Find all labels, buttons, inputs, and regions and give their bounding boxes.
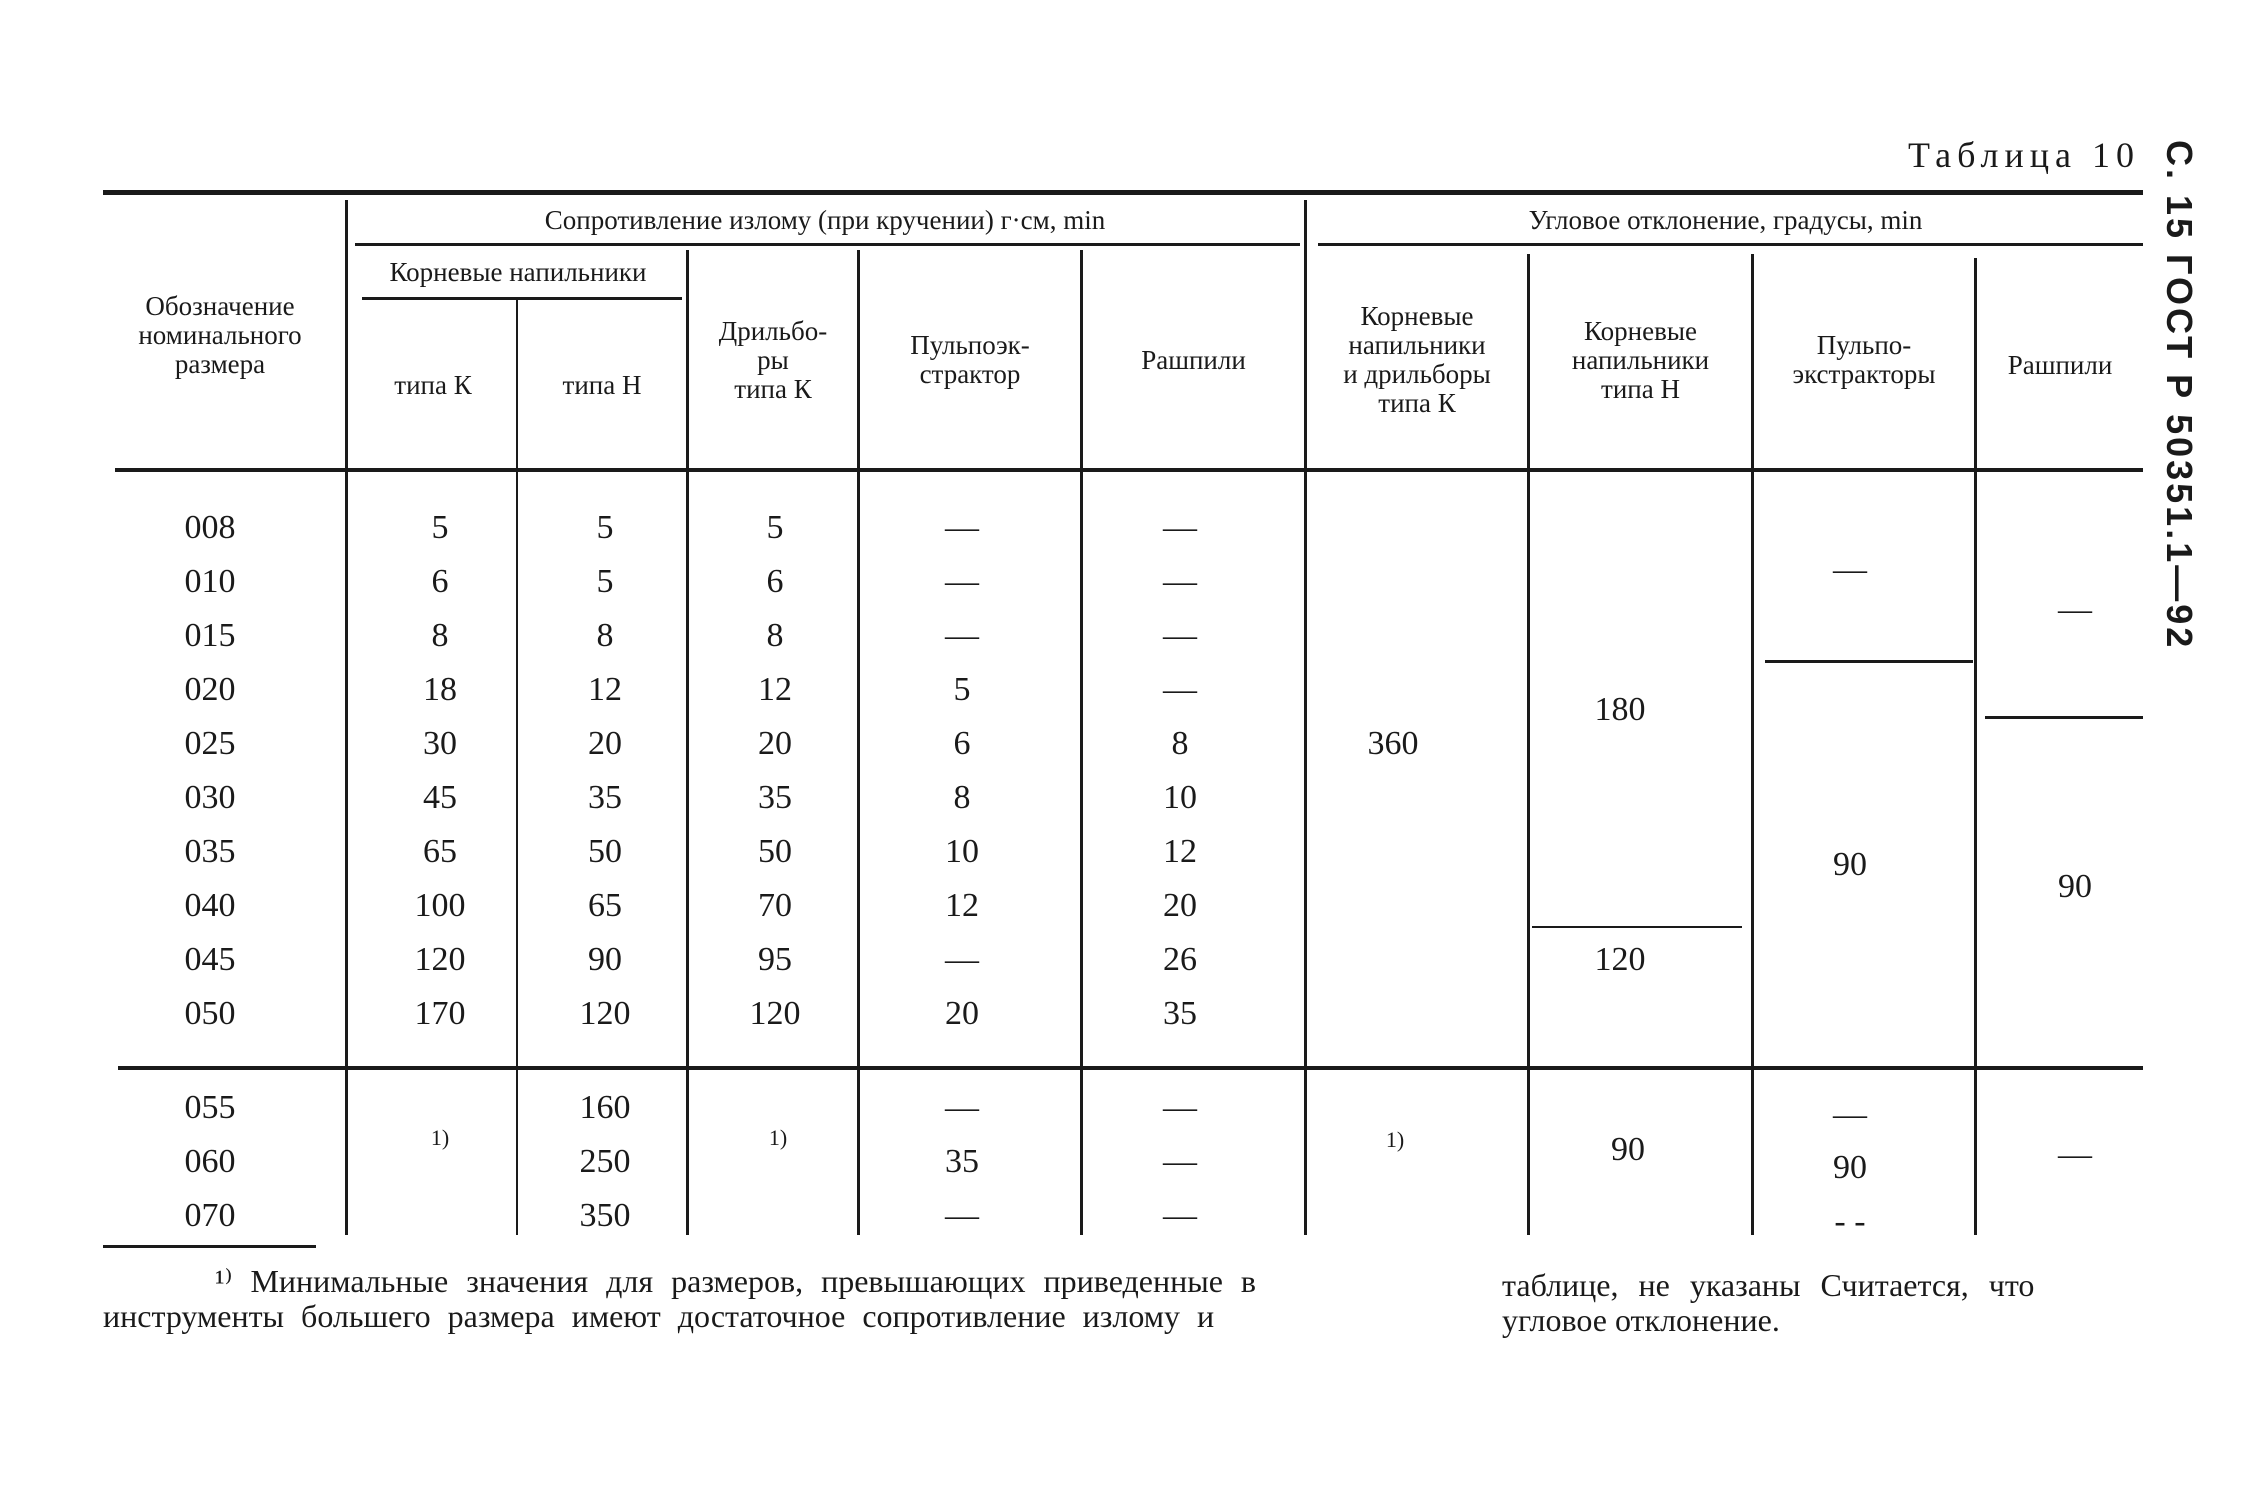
vline	[857, 472, 860, 1066]
table-cell-drill: 6	[766, 563, 784, 600]
table-cell-pulp: 12	[945, 887, 979, 924]
table-cell-rasp: 8	[1171, 725, 1189, 762]
lower-pulp-top: —	[1833, 1096, 1867, 1133]
table-cell-pulp: 10	[945, 833, 979, 870]
angle-pulp-b: 90	[1833, 846, 1867, 883]
rasps2-header: Рашпили	[2007, 349, 2113, 380]
table-cell-h: 8	[596, 617, 614, 654]
table-cell-k: 100	[414, 887, 466, 924]
table-cell-h: 5	[596, 563, 614, 600]
vline	[1751, 1070, 1754, 1235]
table-cell-drill: 50	[758, 833, 792, 870]
table-cell-rasp: —	[1163, 563, 1197, 600]
lower-k-footnote-mark: 1)	[430, 1125, 450, 1150]
vline	[1080, 472, 1083, 1066]
table-cell-pulp: —	[945, 563, 979, 600]
table-cell-size: 060	[184, 1143, 236, 1180]
table-label: Таблица 10	[1908, 135, 2140, 175]
table-cell-size: 045	[184, 941, 236, 978]
vline	[857, 1070, 860, 1235]
root-h-header: Корневые напильники типа Н	[1571, 315, 1710, 404]
vline	[345, 1070, 348, 1235]
table-cell-pulp: —	[945, 509, 979, 546]
table-cell-size: 030	[184, 779, 236, 816]
table-cell-k: 65	[423, 833, 457, 870]
resistance-group-header: Сопротивление излому (при кручении) г·см, min	[544, 204, 1106, 235]
table-cell-pulp: —	[945, 941, 979, 978]
angle-pulp-a: —	[1833, 551, 1867, 588]
table-cell-drill: 12	[758, 671, 792, 708]
table-cell-k: 18	[423, 671, 457, 708]
running-head: С. 15 ГОСТ Р 50351.1—92	[2159, 140, 2200, 651]
root-files-header: Корневые напильники	[389, 256, 647, 287]
table-cell-size: 050	[184, 995, 236, 1032]
footnote-rule	[103, 1245, 316, 1248]
root-h-divider	[1532, 926, 1742, 928]
vline	[345, 472, 348, 1066]
table-cell-drill: 70	[758, 887, 792, 924]
vline	[1527, 1070, 1530, 1235]
table-cell-k: 30	[423, 725, 457, 762]
lower-root-drill-k-footnote-mark: 1)	[1385, 1127, 1405, 1152]
root-files-rule	[362, 297, 682, 300]
lower-pulp-mid: 90	[1833, 1149, 1867, 1186]
table-cell-rasp: 10	[1163, 779, 1197, 816]
vline	[1751, 472, 1754, 1066]
table-cell-k: 170	[414, 995, 466, 1032]
table-cell-rasp: —	[1163, 1089, 1197, 1126]
table-cell-h: 350	[579, 1197, 631, 1234]
table-cell-k: 6	[431, 563, 449, 600]
vline	[1304, 472, 1307, 1066]
vline	[1304, 1070, 1307, 1235]
table-cell-rasp: —	[1163, 1197, 1197, 1234]
table-cell-drill: 5	[766, 509, 784, 546]
table-cell-rasp: —	[1163, 509, 1197, 546]
designation-header: Обозначение номинального размера	[138, 290, 302, 379]
vline	[686, 472, 689, 1066]
table-cell-rasp: —	[1163, 671, 1197, 708]
table-cell-size: 035	[184, 833, 236, 870]
table-cell-h: 35	[588, 779, 622, 816]
table-cell-size: 070	[184, 1197, 236, 1234]
vline	[516, 472, 518, 1066]
table-cell-h: 65	[588, 887, 622, 924]
table-cell-pulp: 35	[945, 1143, 979, 1180]
lower-pulp-bottom: - -	[1834, 1203, 1866, 1240]
table-cell-h: 50	[588, 833, 622, 870]
table-cell-k: 120	[414, 941, 466, 978]
vline	[1974, 1070, 1977, 1235]
angle-group-header: Угловое отклонение, градусы, min	[1528, 204, 1923, 235]
pulp-extractors-header: Пульпо- экстракторы	[1792, 330, 1936, 389]
table-cell-h: 12	[588, 671, 622, 708]
table-cell-drill: 8	[766, 617, 784, 654]
table-cell-size: 015	[184, 617, 236, 654]
section-rule	[118, 1066, 2143, 1070]
table-cell-rasp: —	[1163, 617, 1197, 654]
table-cell-h: 90	[588, 941, 622, 978]
table-cell-h: 160	[579, 1089, 631, 1126]
table-cell-k: 8	[431, 617, 449, 654]
table-cell-size: 040	[184, 887, 236, 924]
table-cell-pulp: 8	[953, 779, 971, 816]
table-cell-rasp: 35	[1163, 995, 1197, 1032]
angle-root-h-b: 120	[1594, 941, 1646, 978]
footnote-line1-right: таблице, не указаны Считается, что	[1502, 1267, 2035, 1303]
angle-rasp-b: 90	[2058, 868, 2092, 905]
footnote-line1-left: ¹⁾ Минимальные значения для размеров, превышающих приведенные в	[215, 1263, 1257, 1299]
vline	[1080, 1070, 1083, 1235]
lower-drill-footnote-mark: 1)	[768, 1125, 788, 1150]
table-cell-drill: 35	[758, 779, 792, 816]
angle-root-h-a: 180	[1594, 691, 1646, 728]
lower-root-h: 90	[1611, 1131, 1645, 1168]
table-cell-k: 45	[423, 779, 457, 816]
table-cell-h: 250	[579, 1143, 631, 1180]
vline	[516, 1070, 518, 1235]
header-bottom-rule	[115, 468, 2143, 472]
footnote-line2-left: инструменты большего размера имеют достаточное сопротивление излому и	[103, 1298, 1215, 1334]
vline	[686, 1070, 689, 1235]
group-rule-right	[1318, 243, 2143, 246]
angle-rasp-a: —	[2058, 591, 2092, 628]
vline	[345, 200, 348, 468]
drill-header: Дрильбо- ры типа К	[718, 315, 828, 404]
vline	[1974, 472, 1977, 1066]
table-cell-rasp: 26	[1163, 941, 1197, 978]
footnote-line2-right: угловое отклонение.	[1502, 1302, 1780, 1338]
rasp-divider	[1985, 716, 2143, 719]
table-cell-size: 010	[184, 563, 236, 600]
table-cell-size: 055	[184, 1089, 236, 1126]
table-cell-drill: 120	[749, 995, 801, 1032]
group-rule-left	[355, 243, 1300, 246]
angle-root-drill-k: 360	[1367, 725, 1419, 762]
table-cell-rasp: —	[1163, 1143, 1197, 1180]
table-cell-pulp: 6	[953, 725, 971, 762]
rasps-header: Рашпили	[1141, 344, 1246, 375]
table-cell-size: 020	[184, 671, 236, 708]
table-top-rule	[103, 190, 2143, 195]
table-cell-size: 008	[184, 509, 236, 546]
lower-rasp: —	[2058, 1136, 2092, 1173]
table-cell-drill: 95	[758, 941, 792, 978]
table-cell-rasp: 12	[1163, 833, 1197, 870]
table-cell-pulp: 20	[945, 995, 979, 1032]
table-cell-drill: 20	[758, 725, 792, 762]
table-cell-h: 120	[579, 995, 631, 1032]
root-drill-k-header: Корневые напильники и дрильборы типа К	[1343, 301, 1491, 418]
type-k-header: типа К	[394, 369, 472, 400]
table-cell-size: 025	[184, 725, 236, 762]
type-h-header: типа Н	[562, 369, 642, 400]
table-cell-k: 5	[431, 509, 449, 546]
pulp-extractor-header: Пульпоэк- страктор	[910, 330, 1030, 389]
table-cell-pulp: —	[945, 1197, 979, 1234]
vline	[1527, 472, 1530, 1066]
table-cell-pulp: —	[945, 1089, 979, 1126]
pulp-divider	[1765, 660, 1973, 663]
table-cell-h: 5	[596, 509, 614, 546]
table-cell-pulp: 5	[953, 671, 971, 708]
table-cell-rasp: 20	[1163, 887, 1197, 924]
table-cell-h: 20	[588, 725, 622, 762]
table-cell-pulp: —	[945, 617, 979, 654]
